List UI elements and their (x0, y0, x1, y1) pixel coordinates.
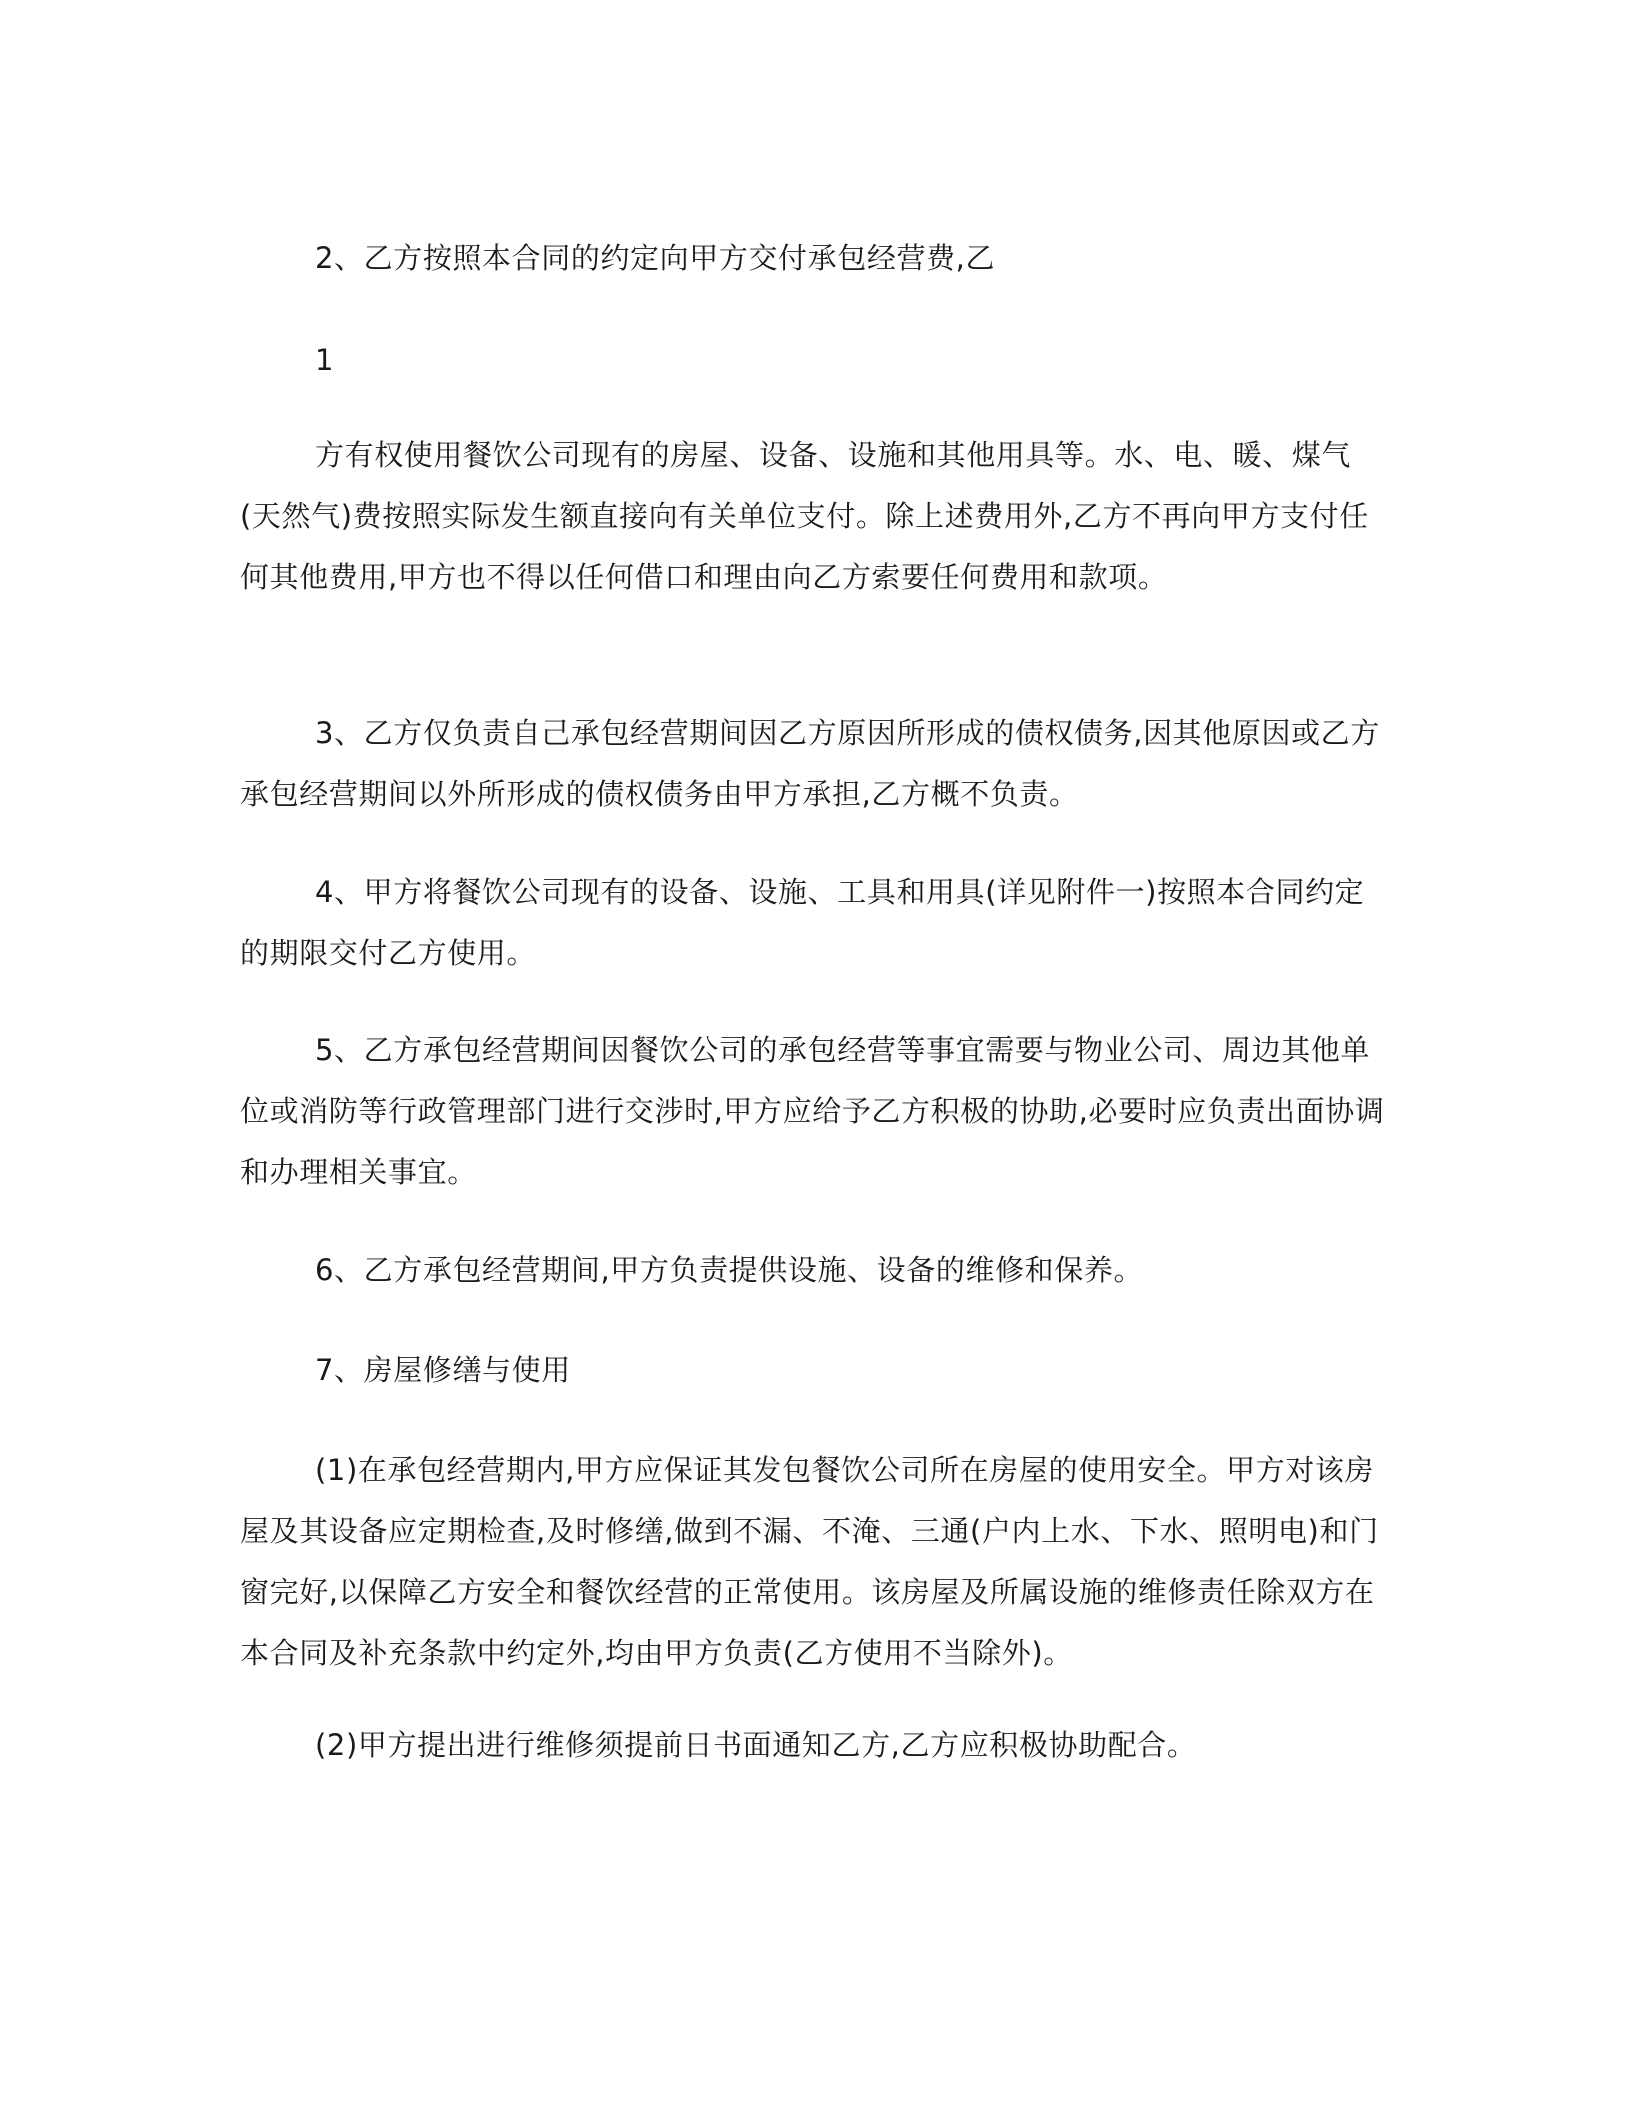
paragraph-clause-3: 3、乙方仅负责自己承包经营期间因乙方原因所形成的债权债务,因其他原因或乙方承包经营期间以外所形成的债权债务由甲方承担,乙方概不负责。 (240, 716, 1380, 811)
paragraph-clause-5: 5、乙方承包经营期间因餐饮公司的承包经营等事宜需要与物业公司、周边其他单位或消防等行政管理部门进行交涉时,甲方应给予乙方积极的协助,必要时应负责出面协调和办理相关事宜。 (240, 1033, 1385, 1189)
paragraph-clause-6: 6、乙方承包经营期间,甲方负责提供设施、设备的维修和保养。 (315, 1253, 1144, 1287)
page-number: 1 (315, 343, 335, 377)
section-heading-clause-7: 7、房屋修缮与使用 (315, 1353, 571, 1387)
paragraph-clause-7-2: (2)甲方提出进行维修须提前日书面通知乙方,乙方应积极协助配合。 (315, 1728, 1197, 1762)
paragraph-clause-4: 4、甲方将餐饮公司现有的设备、设施、工具和用具(详见附件一)按照本合同约定的期限交付乙方使用。 (240, 875, 1365, 970)
paragraph-clause-2-cont: 方有权使用餐饮公司现有的房屋、设备、设施和其他用具等。水、电、暖、煤气(天然气)费按照实际发生额直接向有关单位支付。除上述费用外,乙方不再向甲方支付任何其他费用,甲方也不得以任何借口和理由向乙方索要任何费用和款项。 (240, 438, 1369, 594)
paragraph-clause-7-1: (1)在承包经营期内,甲方应保证其发包餐饮公司所在房屋的使用安全。甲方对该房屋及其设备应定期检查,及时修缮,做到不漏、不淹、三通(户内上水、下水、照明电)和门窗完好,以保障乙方安全和餐饮经营的正常使用。该房屋及所属设施的维修责任除双方在本合同及补充条款中约定外,均由甲方负责(乙方使用不当除外)。 (240, 1453, 1379, 1670)
paragraph-clause-2-start: 2、乙方按照本合同的约定向甲方交付承包经营费,乙 (315, 241, 996, 275)
